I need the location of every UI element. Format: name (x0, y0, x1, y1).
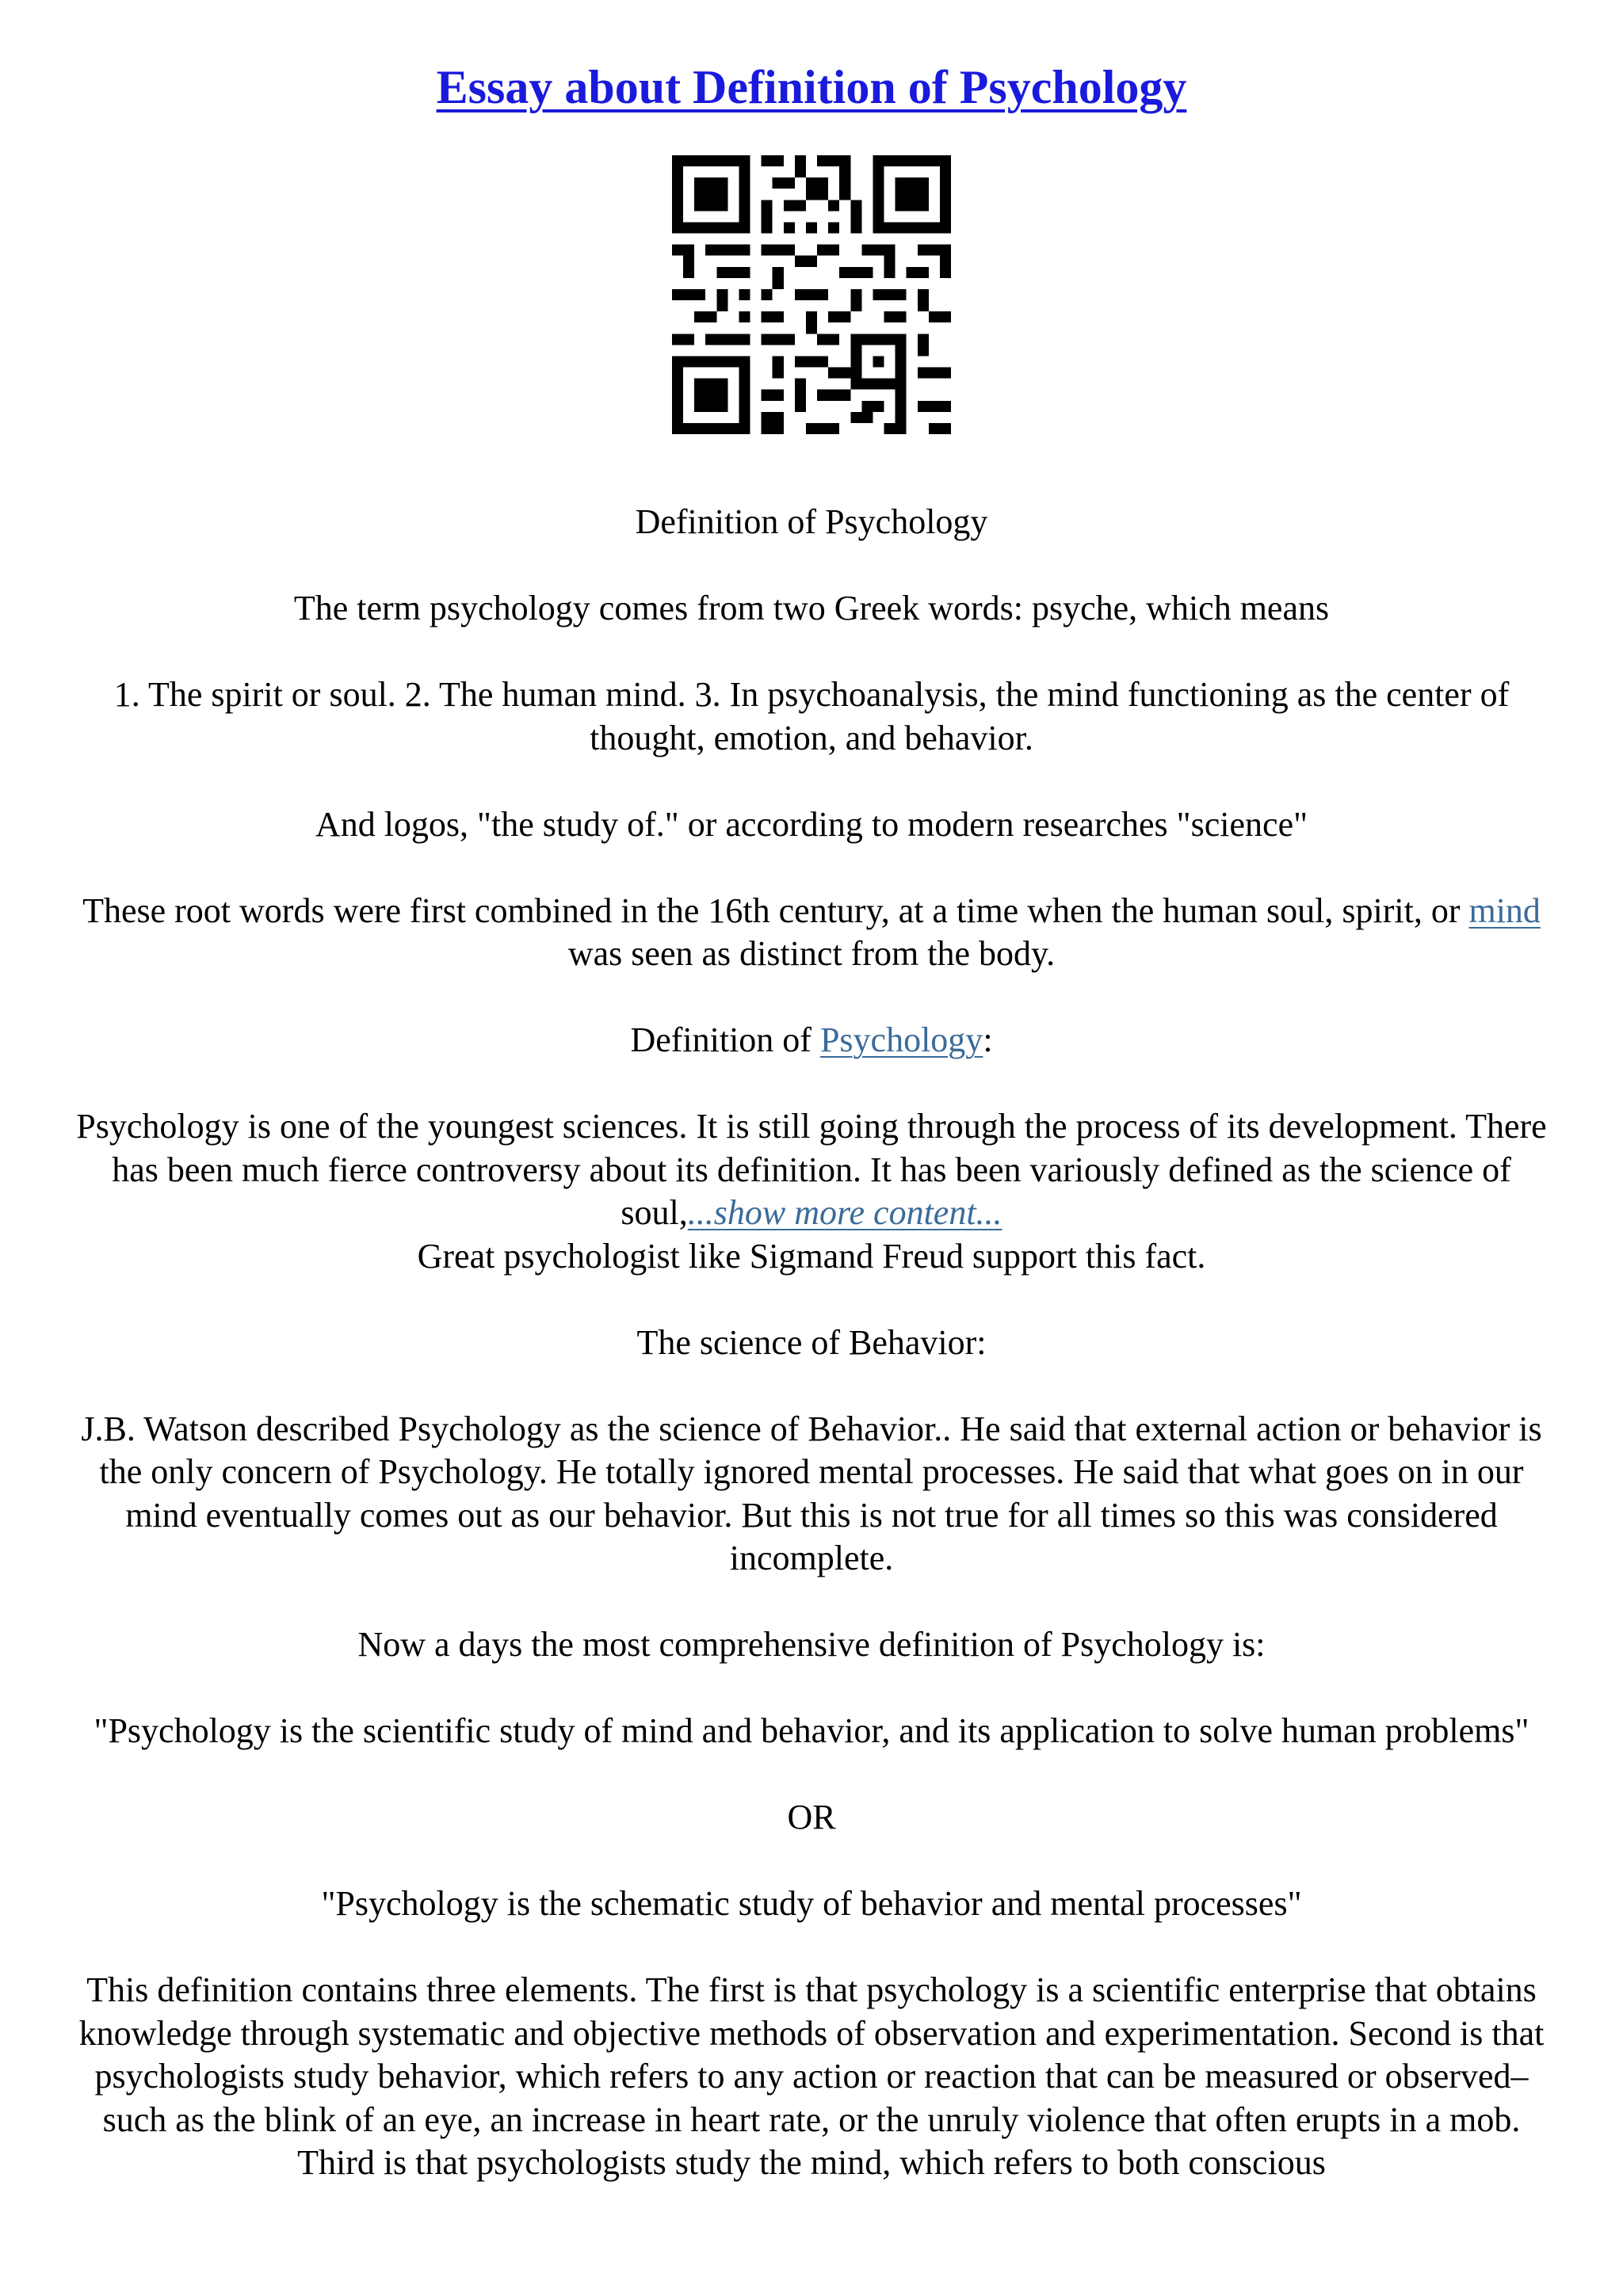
paragraph-text: was seen as distinct from the body. (567, 934, 1056, 973)
paragraph-text: Psychology is one of the youngest sciences. It is still going through the process of its development. There has been much fierce controversy about its definition. It has been variously defined as the science of soul, (76, 1107, 1547, 1232)
paragraph (68, 1019, 1555, 1062)
paragraph (68, 890, 1555, 976)
title-link[interactable]: Essay about Definition of Psychology (436, 61, 1187, 113)
mind-link[interactable]: mind (1468, 891, 1541, 930)
paragraph: Great psychologist like Sigmand Freud support this fact. (417, 1236, 1206, 1276)
paragraph: This definition contains three elements. The first is that psychology is a scientific enterprise that obtains knowledge through systematic and objective methods of observation and experimentation. Second is that psychologists study behavior, which refers to any action or reaction that can be measured or observed–such as the blink of an eye, an increase in heart rate, or the unruly violence that often erupts in a mob. Third is that psychologists study the mind, which refers to both conscious (78, 1970, 1545, 2182)
paragraph-text: : (983, 1020, 993, 1059)
qr-code-icon (672, 155, 951, 434)
paragraph (68, 1105, 1555, 1235)
show-more-link[interactable]: ...show more content... (687, 1193, 1002, 1232)
paragraph: OR (787, 1798, 836, 1836)
paragraph-text: Definition of (630, 1020, 820, 1059)
page-title (0, 55, 1623, 119)
paragraph: "Psychology is the schematic study of behavior and mental processes" (321, 1884, 1302, 1923)
psychology-link[interactable]: Psychology (819, 1020, 983, 1059)
paragraph: The term psychology comes from two Greek words: psyche, which means (293, 589, 1330, 627)
paragraph: Now a days the most comprehensive definition of Psychology is: (357, 1625, 1266, 1664)
paragraph: J.B. Watson described Psychology as the science of Behavior.. He said that external action or behavior is the only concern of Psychology. He totally ignored mental processes. He said that what goes on in our mind eventually comes out as our behavior. But this is not true for all times so this was considered incomplete. (81, 1409, 1542, 1577)
paragraph-heading: The science of Behavior: (636, 1322, 987, 1362)
paragraph: And logos, "the study of." or according to modern researches "science" (315, 804, 1308, 844)
essay-body (68, 501, 1555, 2185)
paragraph: 1. The spirit or soul. 2. The human mind. 3. In psychoanalysis, the mind functioning as the center of thought, emotion, and behavior. (113, 675, 1510, 757)
paragraph-text: These root words were first combined in the 16th century, at a time when the human soul, spirit, or (82, 891, 1469, 930)
paragraph-heading: Definition of Psychology (635, 502, 988, 541)
paragraph: "Psychology is the scientific study of mind and behavior, and its application to solve human problems" (94, 1711, 1529, 1750)
